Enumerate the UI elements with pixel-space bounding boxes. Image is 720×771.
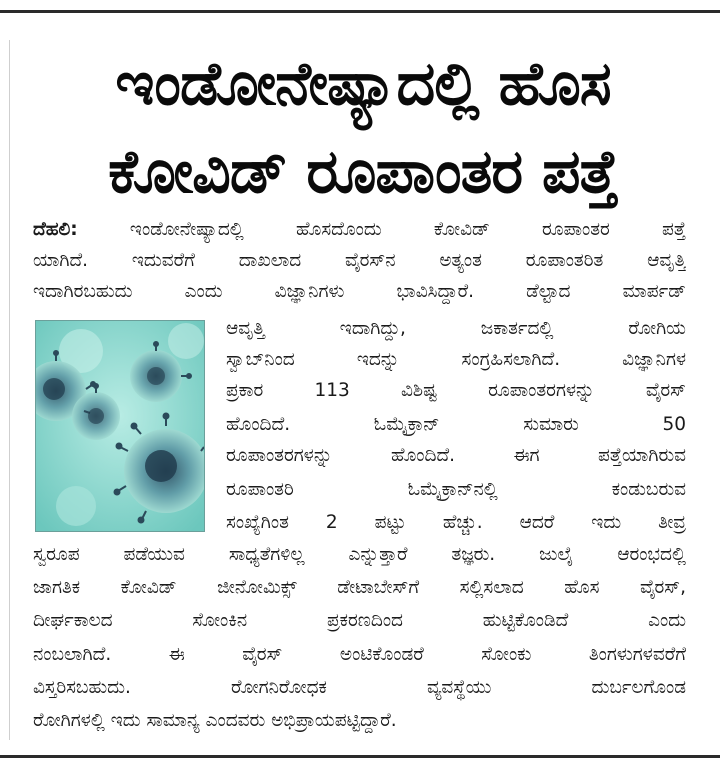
article-line: ದೆಹಲಿ: ಇಂಡೋನೇಷ್ಯಾದಲ್ಲಿ ಹೊಸದೊಂದು ಕೋವಿಡ್ ರೂಪಾಂತರ ಪತ್ತೆ <box>33 219 686 240</box>
article-line: ಇದಾಗಿರಬಹುದು ಎಂದು ವಿಜ್ಞಾನಿಗಳು ಭಾವಿಸಿದ್ದಾರೆ. ಡೆಲ್ಟಾದ ಮಾರ್ಪಡ್ <box>33 281 686 302</box>
column-divider <box>9 40 10 740</box>
headline-line-2: ಕೋವಿಡ್ ರೂಪಾಂತರ ಪತ್ತೆ <box>108 137 618 207</box>
article-line: ಪ್ರಕಾರ 113 ವಿಶಿಷ್ಟ ರೂಪಾಂತರಗಳನ್ನು ವೈರಸ್ <box>226 380 686 401</box>
article-line: ಹೊಂದಿದೆ. ಓಮೈಕ್ರಾನ್ ಸುಮಾರು 50 <box>226 414 686 435</box>
article-line: ರೂಪಾಂತರಗಳನ್ನು ಹೊಂದಿದೆ. ಈಗ ಪತ್ತೆಯಾಗಿರುವ <box>226 445 686 466</box>
top-rule <box>0 10 720 13</box>
article-line: ಆವೃತ್ತಿ ಇದಾಗಿದ್ದು, ಜಕಾರ್ತದಲ್ಲಿ ರೋಗಿಯ <box>226 318 686 339</box>
article-line: ಯಾಗಿದೆ. ಇದುವರೆಗೆ ದಾಖಲಾದ ವೈರಸ್‌ನ ಅತ್ಯಂತ ರೂಪಾಂತರಿತ ಆವೃತ್ತಿ <box>33 250 686 271</box>
headline-line-1: ಇಂಡೋನೇಷ್ಯಾದಲ್ಲಿ ಹೊಸ <box>115 49 611 119</box>
article-line: ದೀರ್ಘಕಾಲದ ಸೋಂಕಿನ ಪ್ರಕರಣದಿಂದ ಹುಟ್ಟಿಕೊಂಡಿದೆ ಎಂದು <box>33 610 686 631</box>
article-line: ಸಂಖ್ಯೆಗಿಂತ 2 ಪಟ್ಟು ಹೆಚ್ಚು. ಆದರೆ ಇದು ತೀವ್ರ <box>226 512 686 533</box>
dateline: ದೆಹಲಿ: <box>33 219 78 240</box>
article-line: ರೂಪಾಂತರಿ ಓಮೈಕ್ರಾನ್‌ನಲ್ಲಿ ಕಂಡುಬರುವ <box>226 479 686 500</box>
article-line: ಜಾಗತಿಕ ಕೋವಿಡ್ ಜೀನೋಮಿಕ್ಸ್ ಡೇಟಾಬೇಸ್‌ಗೆ ಸಲ್ಲಿಸಲಾದ ಹೊಸ ವೈರಸ್, <box>33 577 686 598</box>
article-line: ಸ್ವರೂಪ ಪಡೆಯುವ ಸಾಧ್ಯತೆಗಳಿಲ್ಲ ಎನ್ನುತ್ತಾರೆ ತಜ್ಞರು. ಜುಲೈ ಆರಂಭದಲ್ಲಿ <box>33 544 686 565</box>
coronavirus-illustration-icon <box>36 321 204 531</box>
article-line: ನಂಬಲಾಗಿದೆ. ಈ ವೈರಸ್ ಅಂಟಿಕೊಂಡರೆ ಸೋಂಕು ತಿಂಗಳುಗಳವರೆಗೆ <box>33 644 686 665</box>
headline <box>22 40 704 216</box>
coronavirus-photo <box>35 320 205 532</box>
article-line: ಸ್ವಾಬ್‌ನಿಂದ ಇದನ್ನು ಸಂಗ್ರಹಿಸಲಾಗಿದೆ. ವಿಜ್ಞಾನಿಗಳ <box>226 349 686 370</box>
bottom-rule <box>0 755 720 758</box>
article-line: ವಿಸ್ತರಿಸಬಹುದು. ರೋಗನಿರೋಧಕ ವ್ಯವಸ್ಥೆಯು ದುರ್ಬಲಗೊಂಡ <box>33 677 686 698</box>
article-line: ರೋಗಿಗಳಲ್ಲಿ ಇದು ಸಾಮಾನ್ಯ ಎಂದವರು ಅಭಿಪ್ರಾಯಪಟ್ಟಿದ್ದಾರೆ. <box>33 710 397 731</box>
